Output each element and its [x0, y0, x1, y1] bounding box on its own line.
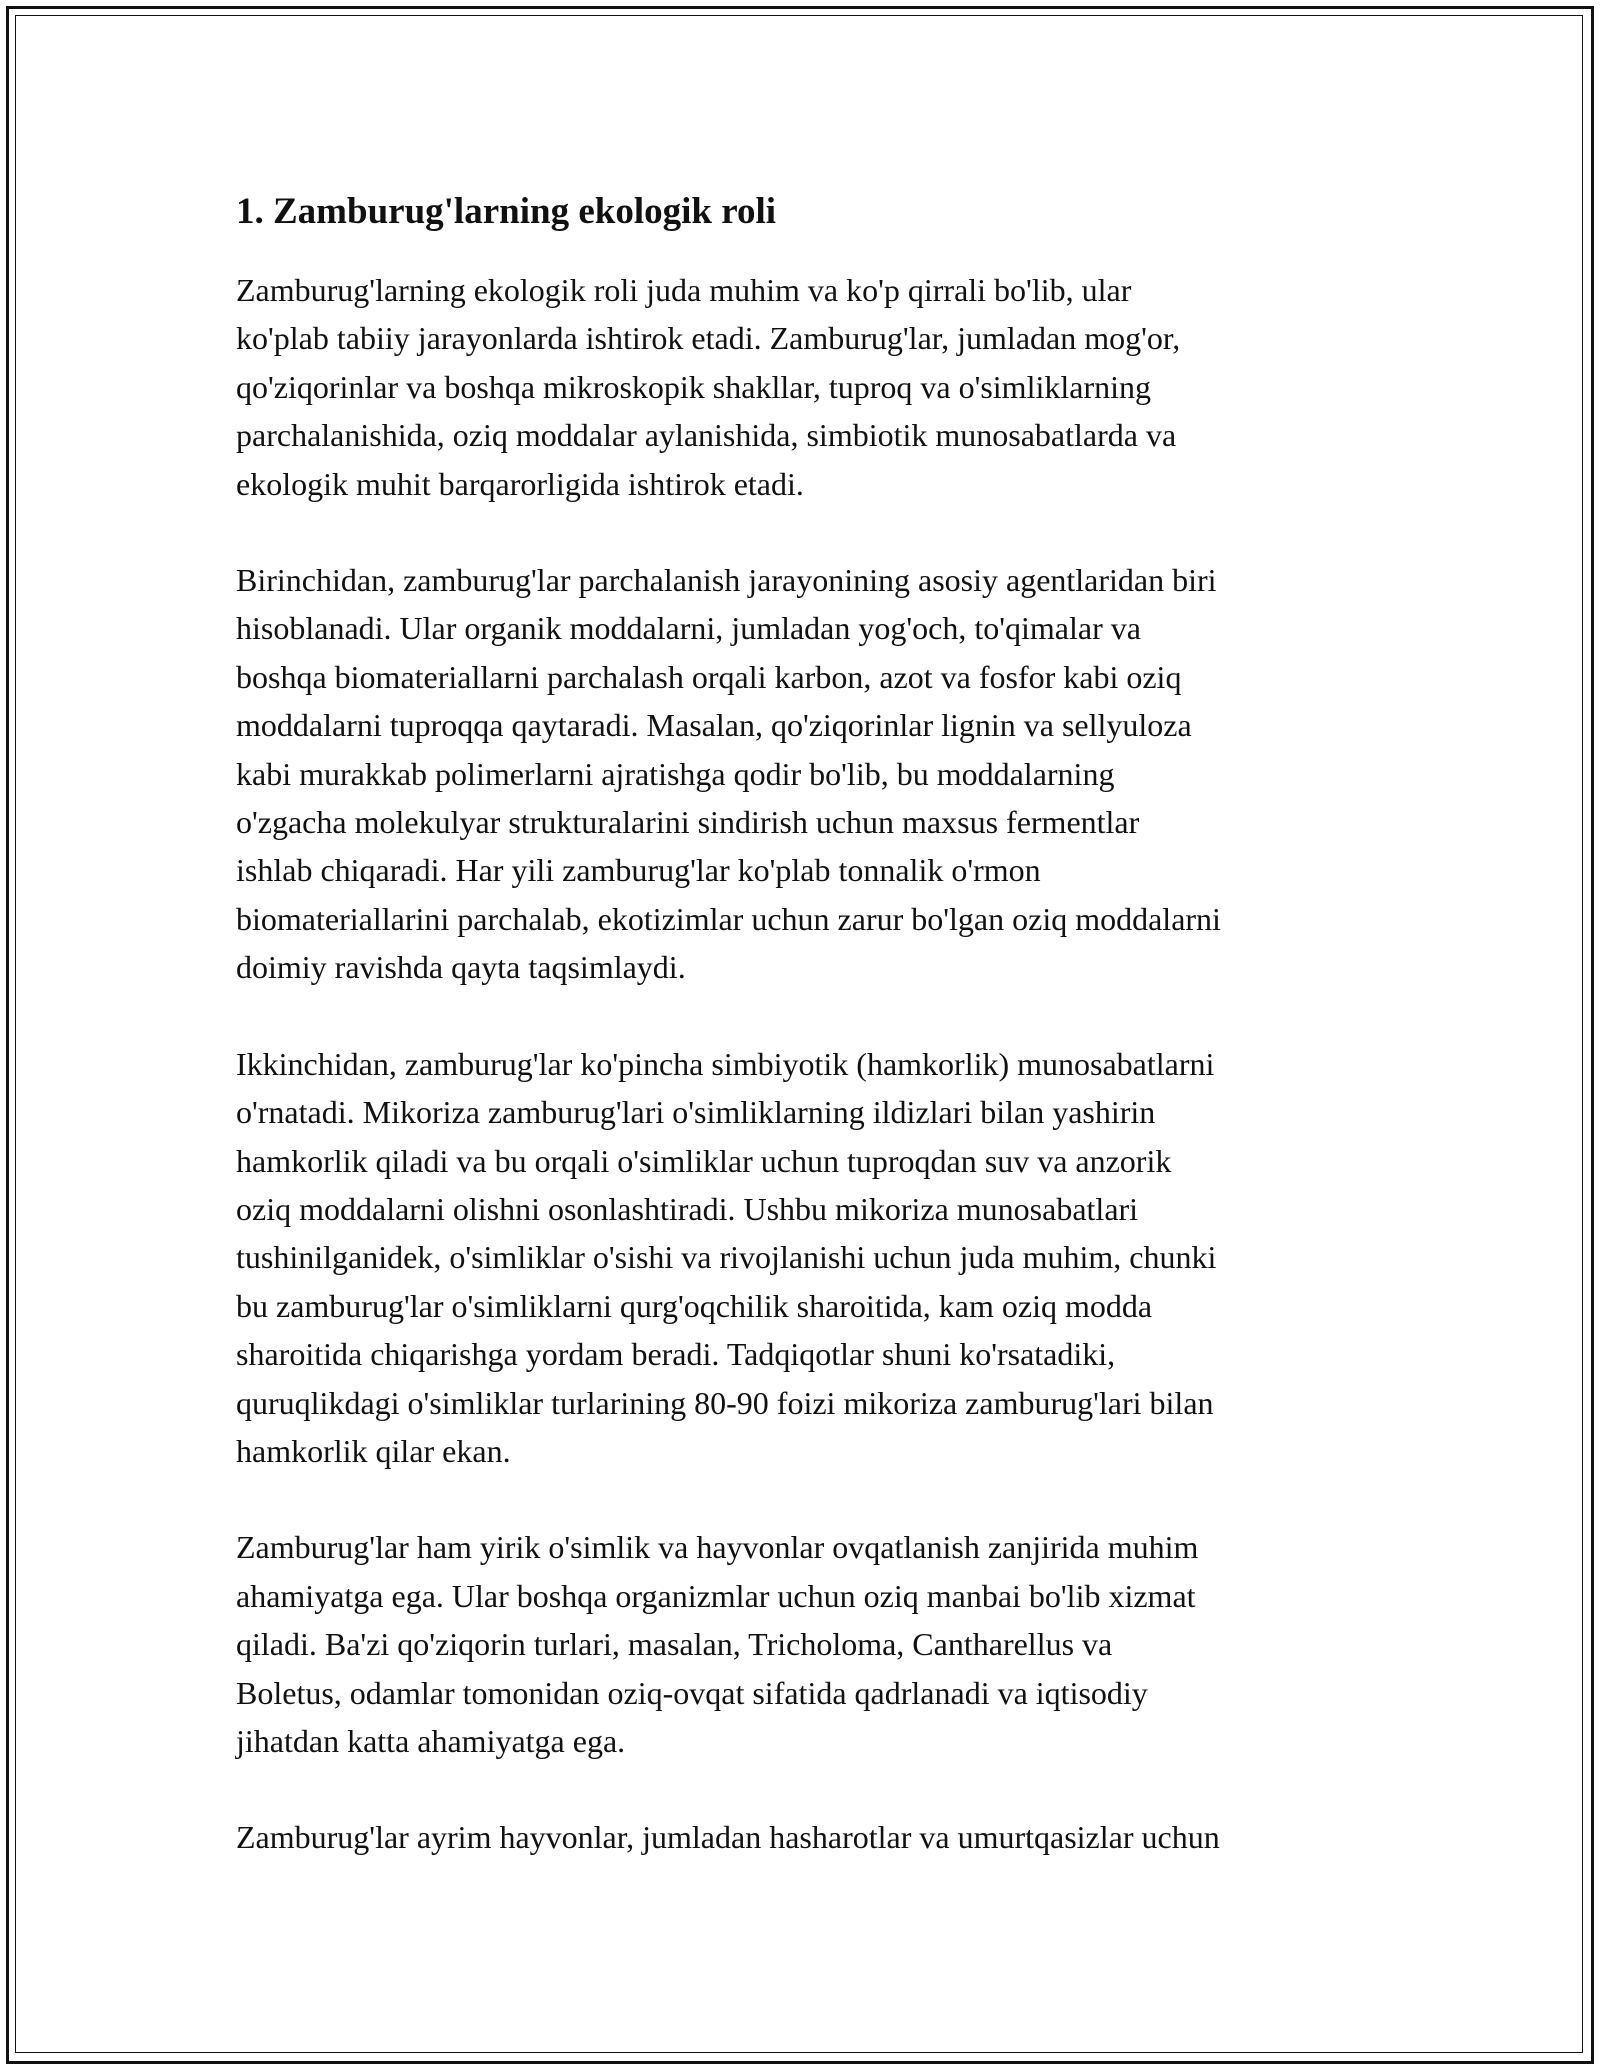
- text-line: doimiy ravishda qayta taqsimlaydi.: [236, 949, 686, 986]
- text-line: ko'plab tabiiy jarayonlarda ishtirok etadi. Zamburug'lar, jumladan mog'or,: [236, 320, 1181, 357]
- text-line: ahamiyatga ega. Ular boshqa organizmlar uchun oziq manbai bo'lib xizmat: [236, 1577, 1196, 1614]
- text-line: biomateriallarini parchalab, ekotizimlar uchun zarur bo'lgan oziq moddalarni: [236, 900, 1221, 937]
- text-line: Birinchidan, zamburug'lar parchalanish jarayonining asosiy agentlaridan biri: [236, 562, 1217, 599]
- text-line: hisoblanadi. Ular organik moddalarni, jumladan yog'och, to'qimalar va: [236, 610, 1141, 647]
- text-line: moddalarni tuproqqa qaytaradi. Masalan, qo'ziqorinlar lignin va sellyuloza: [236, 707, 1192, 744]
- text-line: Zamburug'larning ekologik roli juda muhim va ko'p qirrali bo'lib, ular: [236, 272, 1132, 308]
- text-line: hamkorlik qiladi va bu orqali o'simliklar uchun tuproqdan suv va anzorik: [236, 1142, 1172, 1179]
- text-line: parchalanishida, oziq moddalar aylanishida, simbiotik munosabatlarda va: [236, 417, 1177, 454]
- text-line: Zamburug'lar ayrim hayvonlar, jumladan hasharotlar va umurtqasizlar uchun: [236, 1819, 1220, 1856]
- text-line: qo'ziqorinlar va boshqa mikroskopik shakllar, tuproq va o'simliklarning: [236, 368, 1151, 405]
- paragraph-2: [236, 556, 1376, 992]
- text-line: oziq moddalarni olishni osonlashtiradi. Ushbu mikoriza munosabatlari: [236, 1190, 1139, 1227]
- paragraph-5: [236, 1813, 1376, 1861]
- text-line: hamkorlik qilar ekan.: [236, 1432, 511, 1469]
- text-line: qiladi. Ba'zi qo'ziqorin turlari, masalan, Tricholoma, Cantharellus va: [236, 1626, 1113, 1663]
- document-body: [236, 186, 1376, 1910]
- text-line: Zamburug'lar ham yirik o'simlik va hayvonlar ovqatlanish zanjirida muhim: [236, 1529, 1199, 1566]
- paragraph-1: [236, 266, 1376, 508]
- text-line: boshqa biomateriallarni parchalash orqali karbon, azot va fosfor kabi oziq: [236, 658, 1182, 695]
- paragraph-3: [236, 1040, 1376, 1476]
- paragraph-4: [236, 1523, 1376, 1765]
- text-line: sharoitida chiqarishga yordam beradi. Tadqiqotlar shuni ko'rsatadiki,: [236, 1336, 1116, 1373]
- text-line: Boletus, odamlar tomonidan oziq-ovqat sifatida qadrlanadi va iqtisodiy: [236, 1674, 1148, 1711]
- text-line: ekologik muhit barqarorligida ishtirok etadi.: [236, 465, 804, 502]
- text-line: tushinilganidek, o'simliklar o'sishi va rivojlanishi uchun juda muhim, chunki: [236, 1239, 1217, 1276]
- text-line: bu zamburug'lar o'simliklarni qurg'oqchilik sharoitida, kam oziq modda: [236, 1287, 1153, 1324]
- text-line: ishlab chiqaradi. Har yili zamburug'lar ko'plab tonnalik o'rmon: [236, 852, 1041, 889]
- section-title: 1. Zamburug'larning ekologik roli: [236, 191, 777, 232]
- text-line: o'rnatadi. Mikoriza zamburug'lari o'simliklarning ildizlari bilan yashirin: [236, 1094, 1156, 1131]
- text-line: kabi murakkab polimerlarni ajratishga qodir bo'lib, bu moddalarning: [236, 755, 1115, 792]
- text-line: Ikkinchidan, zamburug'lar ko'pincha simbiyotik (hamkorlik) munosabatlarni: [236, 1045, 1215, 1082]
- text-line: o'zgacha molekulyar strukturalarini sindirish uchun maxsus fermentlar: [236, 804, 1140, 841]
- text-line: jihatdan katta ahamiyatga ega.: [236, 1722, 626, 1759]
- text-line: quruqlikdagi o'simliklar turlarining 80-90 foizi mikoriza zamburug'lari bilan: [236, 1384, 1214, 1421]
